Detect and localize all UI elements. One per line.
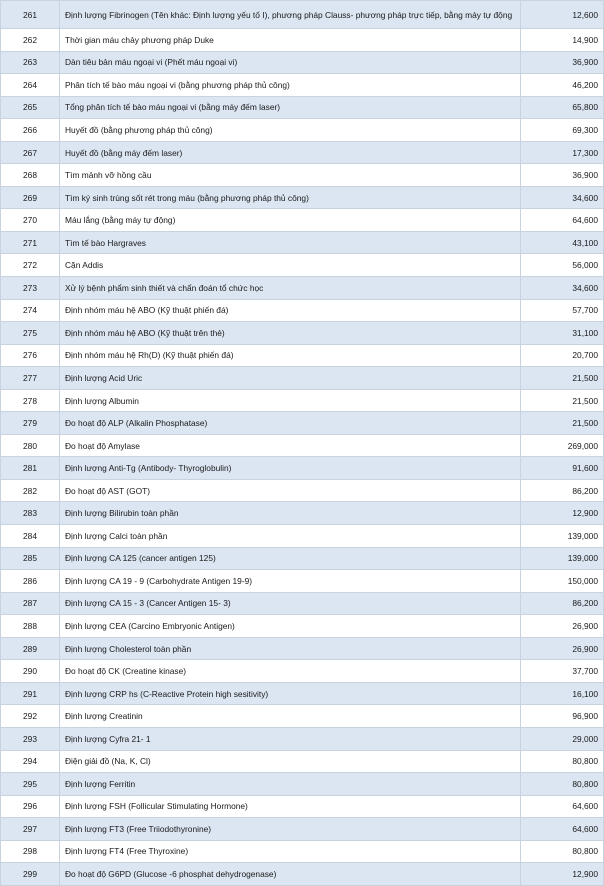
price: 64,600: [521, 795, 604, 818]
table-row: [1, 773, 604, 796]
row-number: 292: [1, 705, 60, 728]
row-number: 262: [1, 29, 60, 52]
test-name: Đo hoạt độ G6PD (Glucose -6 phosphat dehydrogenase): [60, 863, 521, 886]
table-row: [1, 344, 604, 367]
table-row: [1, 525, 604, 548]
row-number: 299: [1, 863, 60, 886]
table-row: [1, 29, 604, 52]
price: 17,300: [521, 141, 604, 164]
price: 21,500: [521, 412, 604, 435]
price: 86,200: [521, 592, 604, 615]
test-name: Xử lý bệnh phẩm sinh thiết và chẩn đoán tổ chức học: [60, 277, 521, 300]
row-number: 270: [1, 209, 60, 232]
test-name: Định lượng Bilirubin toàn phần: [60, 502, 521, 525]
row-number: 294: [1, 750, 60, 773]
price: 34,600: [521, 186, 604, 209]
price: 12,600: [521, 1, 604, 29]
table-row: [1, 840, 604, 863]
row-number: 268: [1, 164, 60, 187]
row-number: 290: [1, 660, 60, 683]
table-row: [1, 570, 604, 593]
test-name: Máu lắng (bằng máy tự động): [60, 209, 521, 232]
price: 46,200: [521, 74, 604, 97]
test-name: Tìm ký sinh trùng sốt rét trong máu (bằng phương pháp thủ công): [60, 186, 521, 209]
row-number: 274: [1, 299, 60, 322]
test-name: Thời gian máu chảy phương pháp Duke: [60, 29, 521, 52]
row-number: 289: [1, 637, 60, 660]
price: 139,000: [521, 547, 604, 570]
test-name: Định lượng FT4 (Free Thyroxine): [60, 840, 521, 863]
row-number: 271: [1, 231, 60, 254]
price: 26,900: [521, 637, 604, 660]
price: 56,000: [521, 254, 604, 277]
test-name: Định lượng CRP hs (C-Reactive Protein high sesitivity): [60, 682, 521, 705]
table-row: [1, 682, 604, 705]
row-number: 293: [1, 727, 60, 750]
row-number: 279: [1, 412, 60, 435]
price: 34,600: [521, 277, 604, 300]
row-number: 280: [1, 434, 60, 457]
row-number: 273: [1, 277, 60, 300]
row-number: 277: [1, 367, 60, 390]
table-row: [1, 750, 604, 773]
test-name: Định lượng CEA (Carcino Embryonic Antigen): [60, 615, 521, 638]
table-row: [1, 322, 604, 345]
price: 57,700: [521, 299, 604, 322]
row-number: 296: [1, 795, 60, 818]
price: 37,700: [521, 660, 604, 683]
table-row: [1, 705, 604, 728]
test-name: Định lượng CA 15 - 3 (Cancer Antigen 15- 3): [60, 592, 521, 615]
test-name: Định lượng CA 125 (cancer antigen 125): [60, 547, 521, 570]
table-row: [1, 592, 604, 615]
price: 64,600: [521, 209, 604, 232]
row-number: 264: [1, 74, 60, 97]
row-number: 272: [1, 254, 60, 277]
test-name: Đo hoạt độ Amylase: [60, 434, 521, 457]
price: 80,800: [521, 773, 604, 796]
row-number: 282: [1, 479, 60, 502]
price: 36,900: [521, 164, 604, 187]
table-row: [1, 254, 604, 277]
table-row: [1, 96, 604, 119]
table-row: [1, 1, 604, 29]
row-number: 281: [1, 457, 60, 480]
price: 21,500: [521, 367, 604, 390]
price: 69,300: [521, 119, 604, 142]
row-number: 288: [1, 615, 60, 638]
test-name: Tìm tế bào Hargraves: [60, 231, 521, 254]
table-row: [1, 660, 604, 683]
test-name: Định lượng Acid Uric: [60, 367, 521, 390]
test-name: Phân tích tế bào máu ngoại vi (bằng phương pháp thủ công): [60, 74, 521, 97]
price: 269,000: [521, 434, 604, 457]
price: 21,500: [521, 389, 604, 412]
table-row: [1, 863, 604, 886]
price: 80,800: [521, 750, 604, 773]
test-name: Đo hoạt độ CK (Creatine kinase): [60, 660, 521, 683]
price: 64,600: [521, 818, 604, 841]
price: 65,800: [521, 96, 604, 119]
test-name: Tổng phân tích tế bào máu ngoại vi (bằng máy đếm laser): [60, 96, 521, 119]
price: 43,100: [521, 231, 604, 254]
table-row: [1, 164, 604, 187]
row-number: 269: [1, 186, 60, 209]
test-name: Dàn tiêu bản máu ngoại vi (Phết máu ngoại vi): [60, 51, 521, 74]
row-number: 283: [1, 502, 60, 525]
test-name: Định lượng Albumin: [60, 389, 521, 412]
test-name: Định lượng FT3 (Free Triiodothyronine): [60, 818, 521, 841]
row-number: 263: [1, 51, 60, 74]
table-row: [1, 434, 604, 457]
table-row: [1, 51, 604, 74]
row-number: 267: [1, 141, 60, 164]
test-name: Huyết đồ (bằng phương pháp thủ công): [60, 119, 521, 142]
table-row: [1, 818, 604, 841]
test-name: Định lượng CA 19 - 9 (Carbohydrate Antigen 19-9): [60, 570, 521, 593]
row-number: 297: [1, 818, 60, 841]
table-row: [1, 615, 604, 638]
price: 12,900: [521, 863, 604, 886]
table-row: [1, 389, 604, 412]
price: 16,100: [521, 682, 604, 705]
table-row: [1, 412, 604, 435]
price: 29,000: [521, 727, 604, 750]
table-row: [1, 186, 604, 209]
row-number: 261: [1, 1, 60, 29]
test-name: Điện giải đồ (Na, K, Cl): [60, 750, 521, 773]
price: 14,900: [521, 29, 604, 52]
price: 150,000: [521, 570, 604, 593]
test-name: Định lượng Anti-Tg (Antibody- Thyroglobulin): [60, 457, 521, 480]
row-number: 291: [1, 682, 60, 705]
price: 36,900: [521, 51, 604, 74]
test-name: Định lượng Fibrinogen (Tên khác: Định lượng yếu tố I), phương pháp Clauss- phương pháp trực tiếp, bằng máy tự động: [60, 1, 521, 29]
test-name: Định lượng Creatinin: [60, 705, 521, 728]
price: 26,900: [521, 615, 604, 638]
price: 86,200: [521, 479, 604, 502]
table-row: [1, 299, 604, 322]
table-row: [1, 637, 604, 660]
test-name: Huyết đồ (bằng máy đếm laser): [60, 141, 521, 164]
row-number: 278: [1, 389, 60, 412]
row-number: 286: [1, 570, 60, 593]
test-name: Định lượng Calci toàn phần: [60, 525, 521, 548]
table-row: [1, 795, 604, 818]
table-body: [1, 1, 604, 886]
test-name: Định nhóm máu hệ Rh(D) (Kỹ thuật phiến đá): [60, 344, 521, 367]
row-number: 265: [1, 96, 60, 119]
test-name: Đo hoạt độ ALP (Alkalin Phosphatase): [60, 412, 521, 435]
table-row: [1, 547, 604, 570]
row-number: 285: [1, 547, 60, 570]
test-name: Cặn Addis: [60, 254, 521, 277]
table-row: [1, 727, 604, 750]
price: 12,900: [521, 502, 604, 525]
test-name: Định nhóm máu hệ ABO (Kỹ thuật phiến đá): [60, 299, 521, 322]
test-name: Định lượng FSH (Follicular Stimulating Hormone): [60, 795, 521, 818]
table-row: [1, 141, 604, 164]
table-row: [1, 502, 604, 525]
price: 139,000: [521, 525, 604, 548]
price: 91,600: [521, 457, 604, 480]
table-row: [1, 74, 604, 97]
price: 80,800: [521, 840, 604, 863]
table-row: [1, 277, 604, 300]
table-row: [1, 209, 604, 232]
row-number: 266: [1, 119, 60, 142]
table-row: [1, 119, 604, 142]
table-row: [1, 231, 604, 254]
test-name: Định lượng Ferritin: [60, 773, 521, 796]
price: 31,100: [521, 322, 604, 345]
row-number: 287: [1, 592, 60, 615]
price: 96,900: [521, 705, 604, 728]
test-name: Định lượng Cholesterol toàn phần: [60, 637, 521, 660]
row-number: 298: [1, 840, 60, 863]
test-name: Đo hoạt độ AST (GOT): [60, 479, 521, 502]
row-number: 275: [1, 322, 60, 345]
row-number: 284: [1, 525, 60, 548]
table-row: [1, 479, 604, 502]
test-name: Tìm mảnh vỡ hồng cầu: [60, 164, 521, 187]
price: 20,700: [521, 344, 604, 367]
test-name: Định nhóm máu hệ ABO (Kỹ thuật trên thẻ): [60, 322, 521, 345]
test-name: Định lượng Cyfra 21- 1: [60, 727, 521, 750]
row-number: 276: [1, 344, 60, 367]
row-number: 295: [1, 773, 60, 796]
table-row: [1, 367, 604, 390]
table-row: [1, 457, 604, 480]
